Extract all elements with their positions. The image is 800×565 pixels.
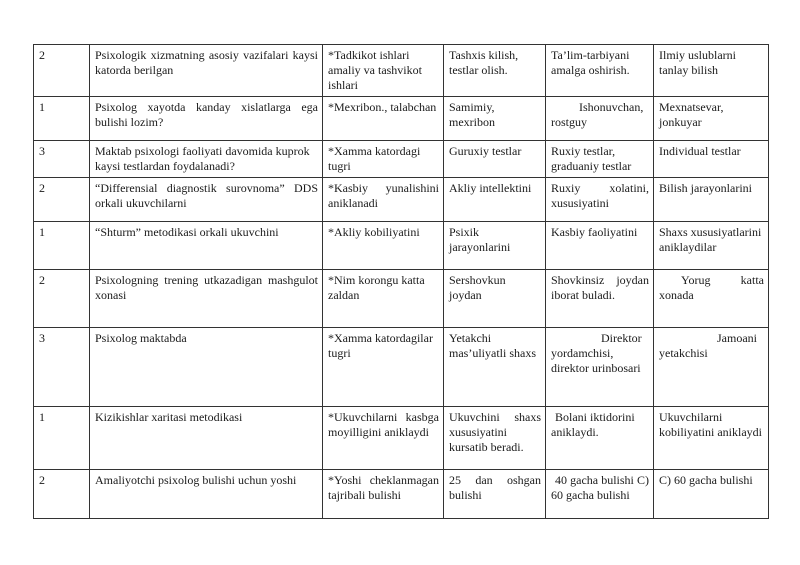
answer-option-cell: Ruxiy testlar, graduaniy testlar (546, 141, 654, 178)
table-row (34, 178, 769, 222)
correct-answer-cell: *Ukuvchilarni kasbga moyilligini aniklaydi (323, 407, 444, 470)
test-questions-table (33, 44, 769, 519)
correct-answer-cell: *Yoshi cheklanmagan tajribali bulishi (323, 470, 444, 519)
correct-answer-cell: *Akliy kobiliyatini (323, 222, 444, 270)
table-row (34, 328, 769, 407)
answer-option-cell: Ruxiy xolatini, xususiyatini (546, 178, 654, 222)
answer-option-cell: 40 gacha bulishi C) 60 gacha bulishi (546, 470, 654, 519)
correct-answer-cell: *Xamma katordagi tugri (323, 141, 444, 178)
difficulty-cell: 1 (34, 222, 90, 270)
difficulty-cell: 2 (34, 45, 90, 97)
answer-option-cell: Ukuvchilarni kobiliyatini aniklaydi (654, 407, 769, 470)
answer-option-cell: Tashxis kilish, testlar olish. (444, 45, 546, 97)
answer-option-cell: Psixik jarayonlarini (444, 222, 546, 270)
answer-option-cell: Ishonuvchan, rostguy (546, 97, 654, 141)
correct-answer-cell: *Kasbiy yunalishini aniklanadi (323, 178, 444, 222)
answer-option-cell: Bilish jarayonlarini (654, 178, 769, 222)
answer-option-cell: Mexnatsevar, jonkuyar (654, 97, 769, 141)
answer-option-cell: Shaxs xususiyatlarini aniklaydilar (654, 222, 769, 270)
table-row (34, 222, 769, 270)
answer-option-cell: Yorug katta xonada (654, 270, 769, 328)
difficulty-cell: 3 (34, 328, 90, 407)
answer-option-cell: 25 dan oshgan bulishi (444, 470, 546, 519)
answer-option-cell: Shovkinsiz joydan iborat buladi. (546, 270, 654, 328)
table-row (34, 97, 769, 141)
difficulty-cell: 2 (34, 270, 90, 328)
table-row (34, 470, 769, 519)
question-cell: Maktab psixologi faoliyati davomida kuprok kaysi testlardan foydalanadi? (90, 141, 323, 178)
table-row (34, 45, 769, 97)
answer-option-cell: Jamoani yetakchisi (654, 328, 769, 407)
question-cell: Kizikishlar xaritasi metodikasi (90, 407, 323, 470)
answer-option-cell: Bolani iktidorini aniklaydi. (546, 407, 654, 470)
answer-option-cell: Samimiy, mexribon (444, 97, 546, 141)
answer-option-cell: Ukuvchini shaxs xususiyatini kursatib beradi. (444, 407, 546, 470)
table-row (34, 270, 769, 328)
question-cell: “Shturm” metodikasi orkali ukuvchini (90, 222, 323, 270)
question-cell: Psixolog maktabda (90, 328, 323, 407)
answer-option-cell: Guruxiy testlar (444, 141, 546, 178)
question-cell: Psixologning trening utkazadigan mashgulot xonasi (90, 270, 323, 328)
correct-answer-cell: *Mexribon., talabchan (323, 97, 444, 141)
answer-option-cell: Individual testlar (654, 141, 769, 178)
answer-option-cell: Akliy intellektini (444, 178, 546, 222)
answer-option-cell: Sershovkun joydan (444, 270, 546, 328)
answer-option-cell: Kasbiy faoliyatini (546, 222, 654, 270)
answer-option-cell: Ilmiy uslublarni tanlay bilish (654, 45, 769, 97)
answer-option-cell: Yetakchi mas’uliyatli shaxs (444, 328, 546, 407)
difficulty-cell: 3 (34, 141, 90, 178)
difficulty-cell: 1 (34, 97, 90, 141)
correct-answer-cell: *Xamma katordagilar tugri (323, 328, 444, 407)
question-cell: Psixolog xayotda kanday xislatlarga ega bulishi lozim? (90, 97, 323, 141)
answer-option-cell: Direktor yordamchisi, direktor urinbosari (546, 328, 654, 407)
question-cell: Amaliyotchi psixolog bulishi uchun yoshi (90, 470, 323, 519)
difficulty-cell: 1 (34, 407, 90, 470)
correct-answer-cell: *Tadkikot ishlari amaliy va tashvikot ishlari (323, 45, 444, 97)
question-cell: Psixologik xizmatning asosiy vazifalari kaysi katorda berilgan (90, 45, 323, 97)
question-cell: “Differensial diagnostik surovnoma” DDS orkali ukuvchilarni (90, 178, 323, 222)
table-row (34, 407, 769, 470)
table-row (34, 141, 769, 178)
answer-option-cell: Ta’lim-tarbiyani amalga oshirish. (546, 45, 654, 97)
difficulty-cell: 2 (34, 178, 90, 222)
difficulty-cell: 2 (34, 470, 90, 519)
correct-answer-cell: *Nim korongu katta zaldan (323, 270, 444, 328)
answer-option-cell: C) 60 gacha bulishi (654, 470, 769, 519)
